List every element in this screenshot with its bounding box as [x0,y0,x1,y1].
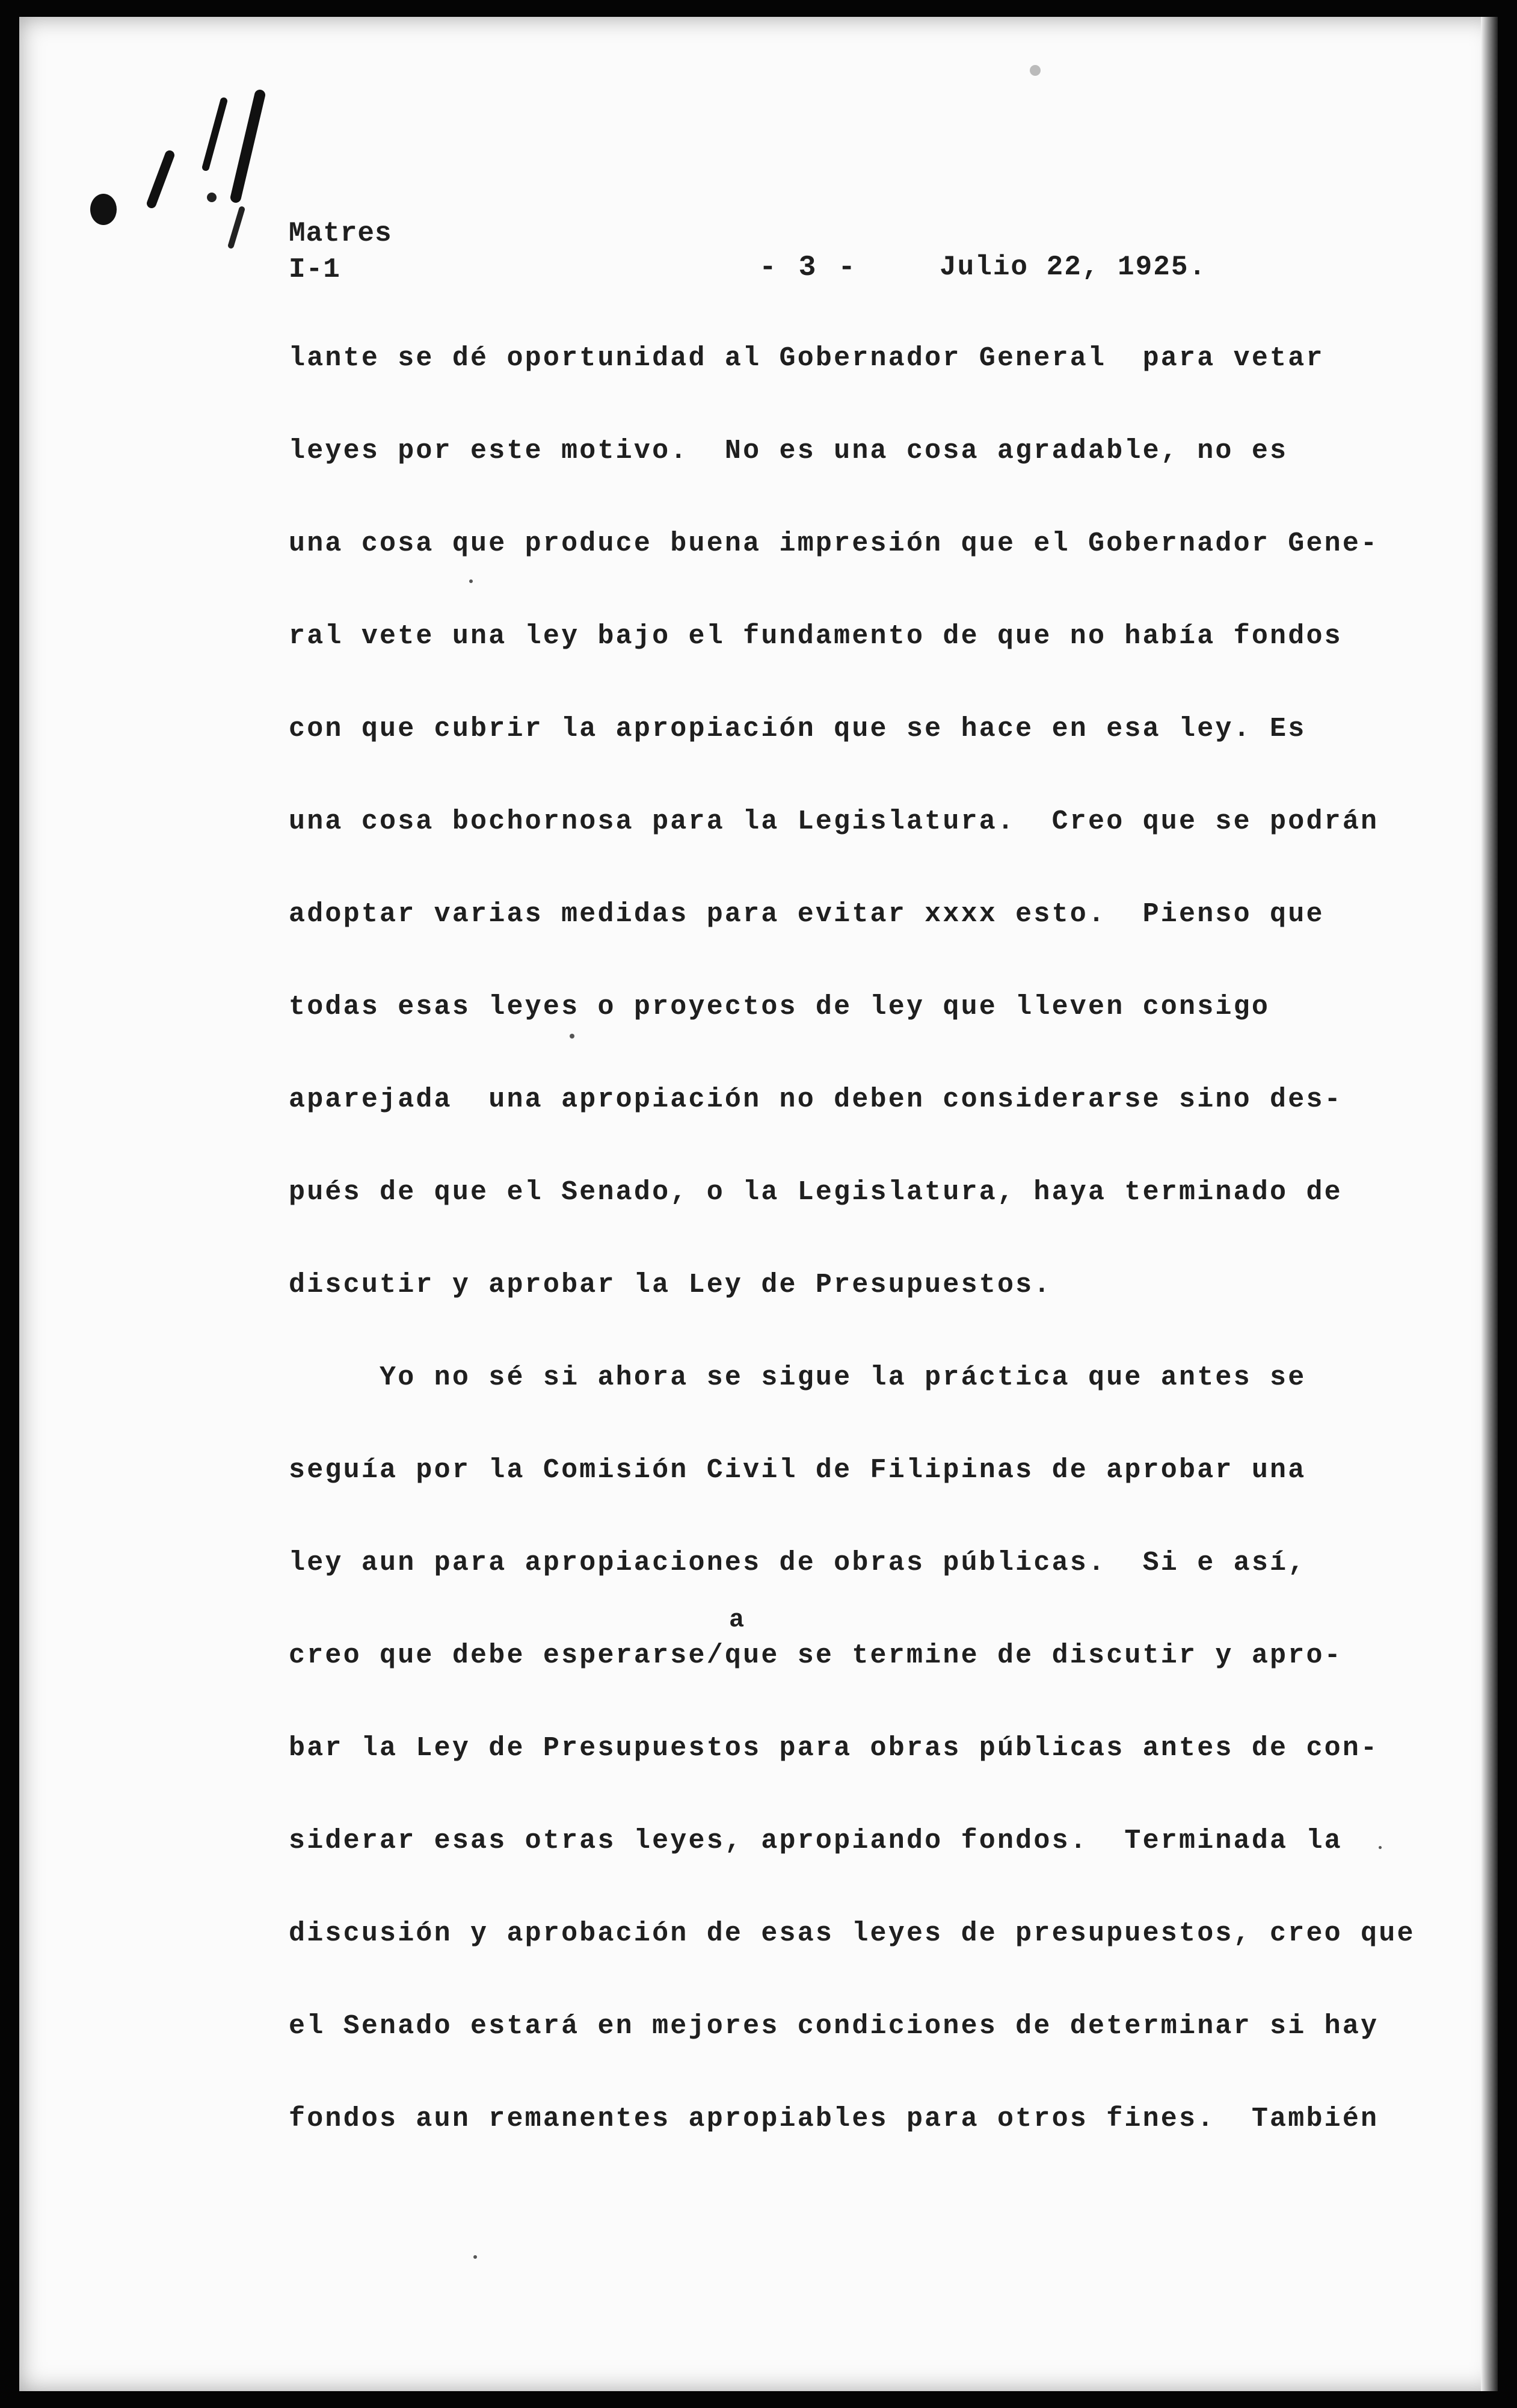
text-line: una cosa bochornosa para la Legislatura. Creo que se podrán [289,806,1379,837]
text-line: discusión y aprobación de esas leyes de presupuestos, creo que [289,1918,1415,1949]
text-line: discutir y aprobar la Ley de Presupuestos. [289,1270,1052,1300]
text-line: aparejada una apropiación no deben considerarse sino des- [289,1084,1343,1115]
ink-blot [90,194,117,225]
text-line: fondos aun remanentes apropiables para otros fines. También [289,2104,1379,2134]
body-text [289,342,1432,2195]
dust-speck [1030,65,1041,76]
pen-stroke [236,95,260,197]
text-line: siderar esas otras leyes, apropiando fondos. Terminada la [289,1826,1343,1856]
text-line: ley aun para apropiaciones de obras públicas. Si e así, [289,1548,1306,1578]
text-line: leyes por este motivo. No es una cosa agradable, no es [289,436,1288,466]
text-line: Yo no sé si ahora se sigue la práctica que antes se [289,1362,1306,1393]
header-left [289,215,392,288]
text-line: todas esas leyes o proyectos de ley que lleven consigo [289,992,1270,1022]
dust-speck [469,579,473,583]
header-date: Julio 22, 1925. [940,252,1207,283]
text-line: creo que debe esperarse/que se termine de discutir y apro- [289,1640,1343,1671]
text-line: pués de que el Senado, o la Legislatura, haya terminado de [289,1177,1343,1208]
interlinear-insert: a [729,1605,745,1634]
dust-speck [473,2255,477,2259]
dust-speck [570,1034,574,1039]
text-line: adoptar varias medidas para evitar xxxx esto. Pienso que [289,899,1325,930]
text-line: bar la Ley de Presupuestos para obras públicas antes de con- [289,1733,1379,1764]
ink-dot [207,193,217,202]
text-line: ral vete una ley bajo el fundamento de que no había fondos [289,621,1343,652]
text-line: una cosa que produce buena impresión que el Gobernador Gene- [289,528,1379,559]
pen-stroke [206,101,224,167]
pen-stroke [231,209,242,245]
typed-page [19,17,1498,2391]
page-number: - 3 - [759,252,858,284]
text-line: seguía por la Comisión Civil de Filipinas de aprobar una [289,1455,1306,1486]
pen-stroke [152,155,170,203]
page-edge-shadow [1481,17,1498,2391]
typist-initials: Matres [289,218,392,249]
text-line: lante se dé oportunidad al Gobernador General para vetar [289,343,1325,374]
text-line: con que cubrir la apropiación que se hace en esa ley. Es [289,714,1306,744]
dust-speck [1379,1846,1382,1849]
sheet-code: I-1 [289,254,340,285]
text-line: el Senado estará en mejores condiciones de determinar si hay [289,2011,1379,2042]
